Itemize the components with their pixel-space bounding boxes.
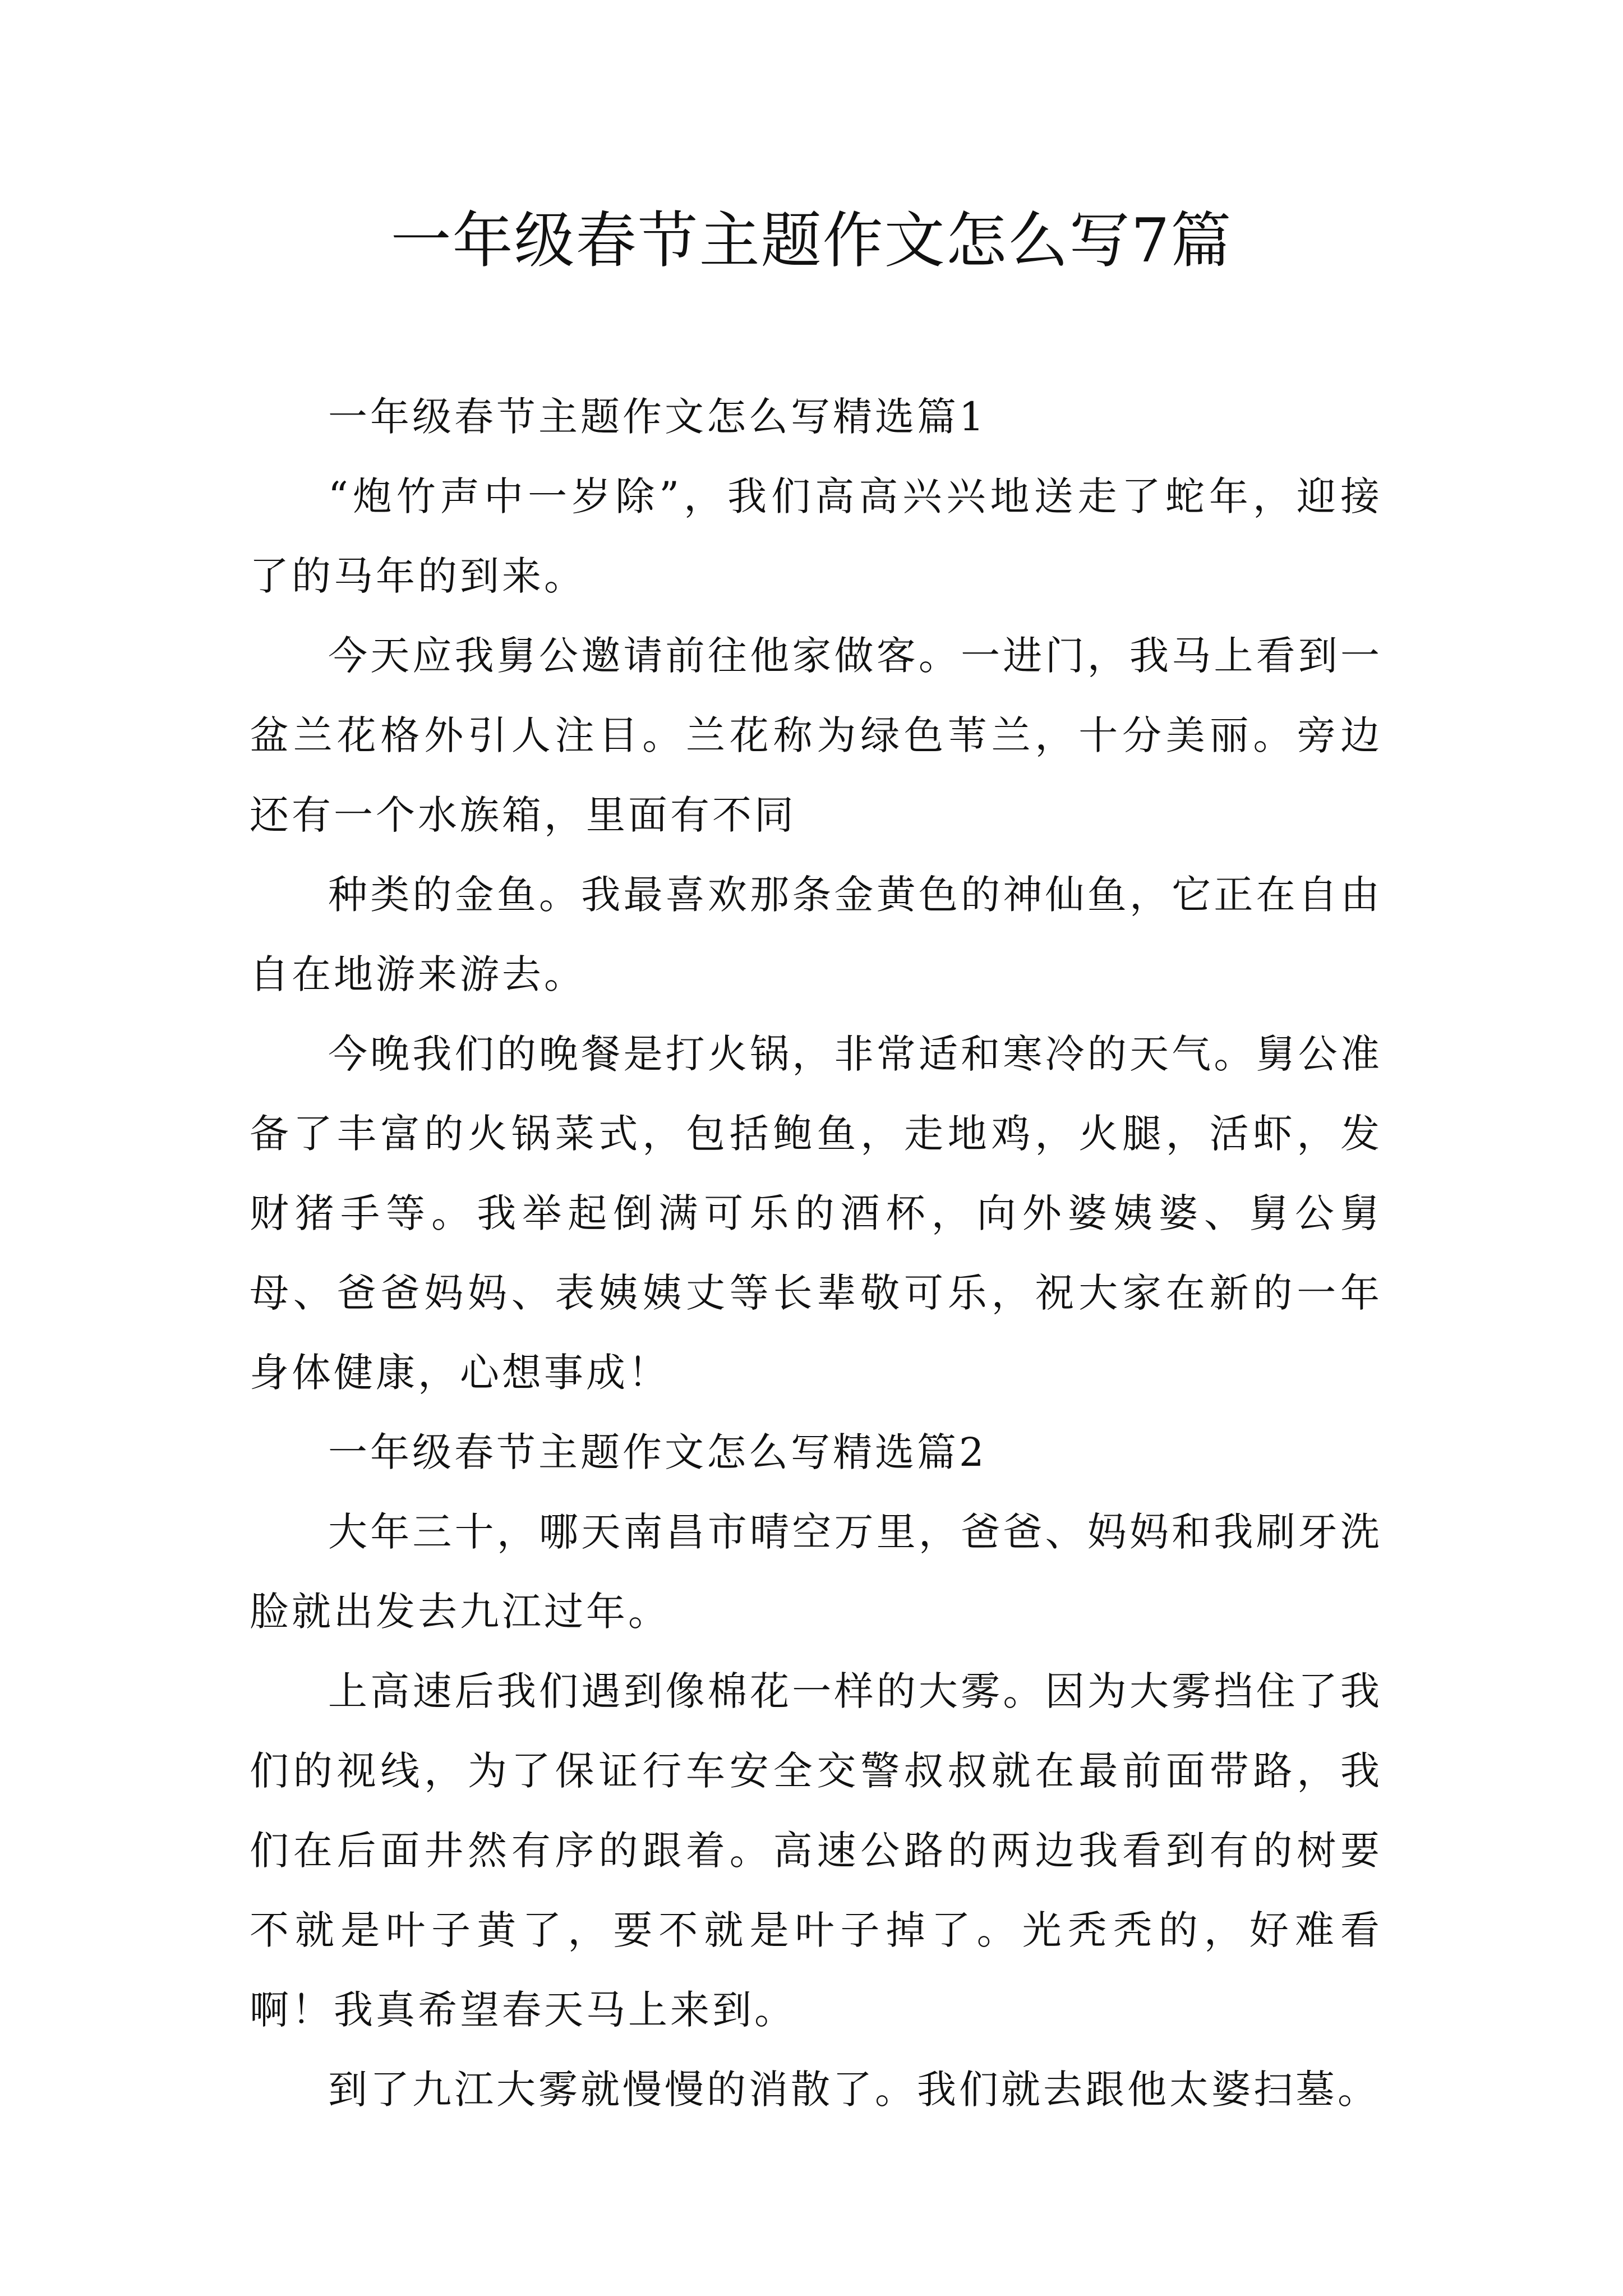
paragraph: 大年三十，哪天南昌市晴空万里，爸爸、妈妈和我刷牙洗脸就出发去九江过年。 — [250, 1509, 1382, 1635]
paragraph: 今天应我舅公邀请前往他家做客。一进门，我马上看到一盆兰花格外引人注目。兰花称为绿色苇兰，十分美丽。旁边还有一个水族箱，里面有不同 — [250, 633, 1382, 838]
section-heading-1: 一年级春节主题作文怎么写精选篇1 — [328, 394, 987, 440]
document-title: 一年级春节主题作文怎么写7篇 — [390, 206, 1233, 276]
paragraph: 上高速后我们遇到像棉花一样的大雾。因为大雾挡住了我们的视线，为了保证行车安全交警叔叔就在最前面带路，我们在后面井然有序的跟着。高速公路的两边我看到有的树要不就是叶子黄了，要不就是叶子掉了。光秃秃的，好难看啊！我真希望春天马上来到。 — [250, 1668, 1382, 2033]
document-body — [250, 377, 1382, 2129]
paragraph: 到了九江大雾就慢慢的消散了。我们就去跟他太婆扫墓。 — [328, 2067, 1380, 2113]
paragraph: “炮竹声中一岁除”，我们高高兴兴地送走了蛇年，迎接了的马年的到来。 — [250, 473, 1382, 599]
paragraph: 种类的金鱼。我最喜欢那条金黄色的神仙鱼，它正在自由自在地游来游去。 — [250, 872, 1382, 997]
section-heading-2: 一年级春节主题作文怎么写精选篇2 — [328, 1429, 987, 1475]
paragraph: 今晚我们的晚餐是打火锅，非常适和寒冷的天气。舅公准备了丰富的火锅菜式，包括鲍鱼，走地鸡，火腿，活虾，发财猪手等。我举起倒满可乐的酒杯，向外婆姨婆、舅公舅母、爸爸妈妈、表姨姨丈等长辈敬可乐，祝大家在新的一年身体健康，心想事成！ — [250, 1031, 1382, 1396]
